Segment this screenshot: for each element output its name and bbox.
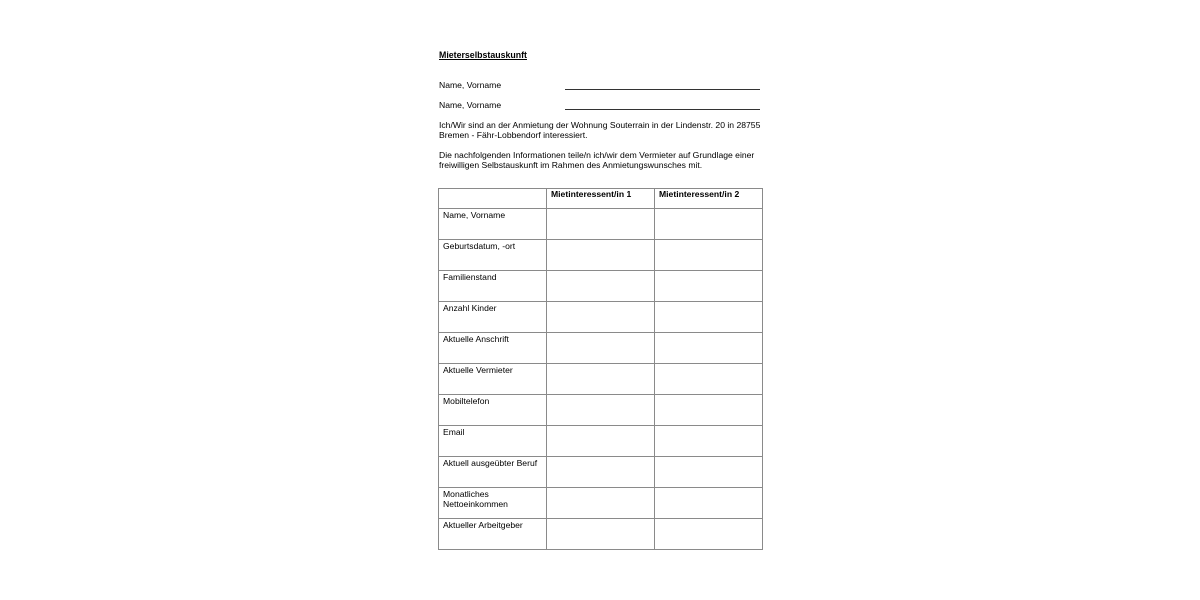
tenant-2-cell[interactable] xyxy=(655,209,763,240)
table-row xyxy=(439,519,763,550)
row-label: Email xyxy=(439,426,547,457)
name-line-label: Name, Vorname xyxy=(439,80,502,90)
header-tenant-1: Mietinteressent/in 1 xyxy=(547,189,655,209)
name-line-2 xyxy=(439,100,761,112)
row-label: Anzahl Kinder xyxy=(439,302,547,333)
tenant-2-cell[interactable] xyxy=(655,426,763,457)
tenant-1-cell[interactable] xyxy=(547,488,655,519)
document-title: Mieterselbstauskunft xyxy=(439,50,527,60)
tenant-1-cell[interactable] xyxy=(547,271,655,302)
table-row xyxy=(439,457,763,488)
intro-paragraph: Ich/Wir sind an der Anmietung der Wohnung Souterrain in der Lindenstr. 20 in 28755 Bremen - Fähr-Lobbendorf interessiert. xyxy=(439,120,761,140)
row-label: Monatliches Nettoeinkommen xyxy=(439,488,547,519)
tenant-1-cell[interactable] xyxy=(547,333,655,364)
tenant-2-cell[interactable] xyxy=(655,519,763,550)
tenant-2-cell[interactable] xyxy=(655,302,763,333)
table-row xyxy=(439,333,763,364)
tenant-1-cell[interactable] xyxy=(547,519,655,550)
tenant-info-table xyxy=(438,188,763,550)
row-label: Aktuelle Anschrift xyxy=(439,333,547,364)
table-header-row xyxy=(439,189,763,209)
table-row xyxy=(439,488,763,519)
name-input-line[interactable] xyxy=(565,89,760,90)
table-row xyxy=(439,426,763,457)
name-line-label: Name, Vorname xyxy=(439,100,502,110)
tenant-2-cell[interactable] xyxy=(655,333,763,364)
header-tenant-2: Mietinteressent/in 2 xyxy=(655,189,763,209)
tenant-1-cell[interactable] xyxy=(547,302,655,333)
row-label: Familienstand xyxy=(439,271,547,302)
tenant-1-cell[interactable] xyxy=(547,209,655,240)
tenant-2-cell[interactable] xyxy=(655,240,763,271)
tenant-2-cell[interactable] xyxy=(655,364,763,395)
header-empty xyxy=(439,189,547,209)
table-row xyxy=(439,364,763,395)
table-row xyxy=(439,209,763,240)
tenant-1-cell[interactable] xyxy=(547,240,655,271)
tenant-1-cell[interactable] xyxy=(547,426,655,457)
tenant-1-cell[interactable] xyxy=(547,364,655,395)
table-row xyxy=(439,302,763,333)
tenant-2-cell[interactable] xyxy=(655,395,763,426)
table-row xyxy=(439,240,763,271)
row-label: Geburtsdatum, -ort xyxy=(439,240,547,271)
tenant-2-cell[interactable] xyxy=(655,271,763,302)
table-row xyxy=(439,395,763,426)
tenant-2-cell[interactable] xyxy=(655,457,763,488)
tenant-2-cell[interactable] xyxy=(655,488,763,519)
row-label: Name, Vorname xyxy=(439,209,547,240)
row-label: Aktueller Arbeitgeber xyxy=(439,519,547,550)
row-label: Mobiltelefon xyxy=(439,395,547,426)
row-label: Aktuelle Vermieter xyxy=(439,364,547,395)
tenant-1-cell[interactable] xyxy=(547,457,655,488)
table-row xyxy=(439,271,763,302)
row-label: Aktuell ausgeübter Beruf xyxy=(439,457,547,488)
tenant-1-cell[interactable] xyxy=(547,395,655,426)
info-paragraph: Die nachfolgenden Informationen teile/n ich/wir dem Vermieter auf Grundlage einer freiwilligen Selbstauskunft im Rahmen des Anmietungswunsches mit. xyxy=(439,150,755,170)
name-line-1 xyxy=(439,80,761,92)
name-input-line[interactable] xyxy=(565,109,760,110)
